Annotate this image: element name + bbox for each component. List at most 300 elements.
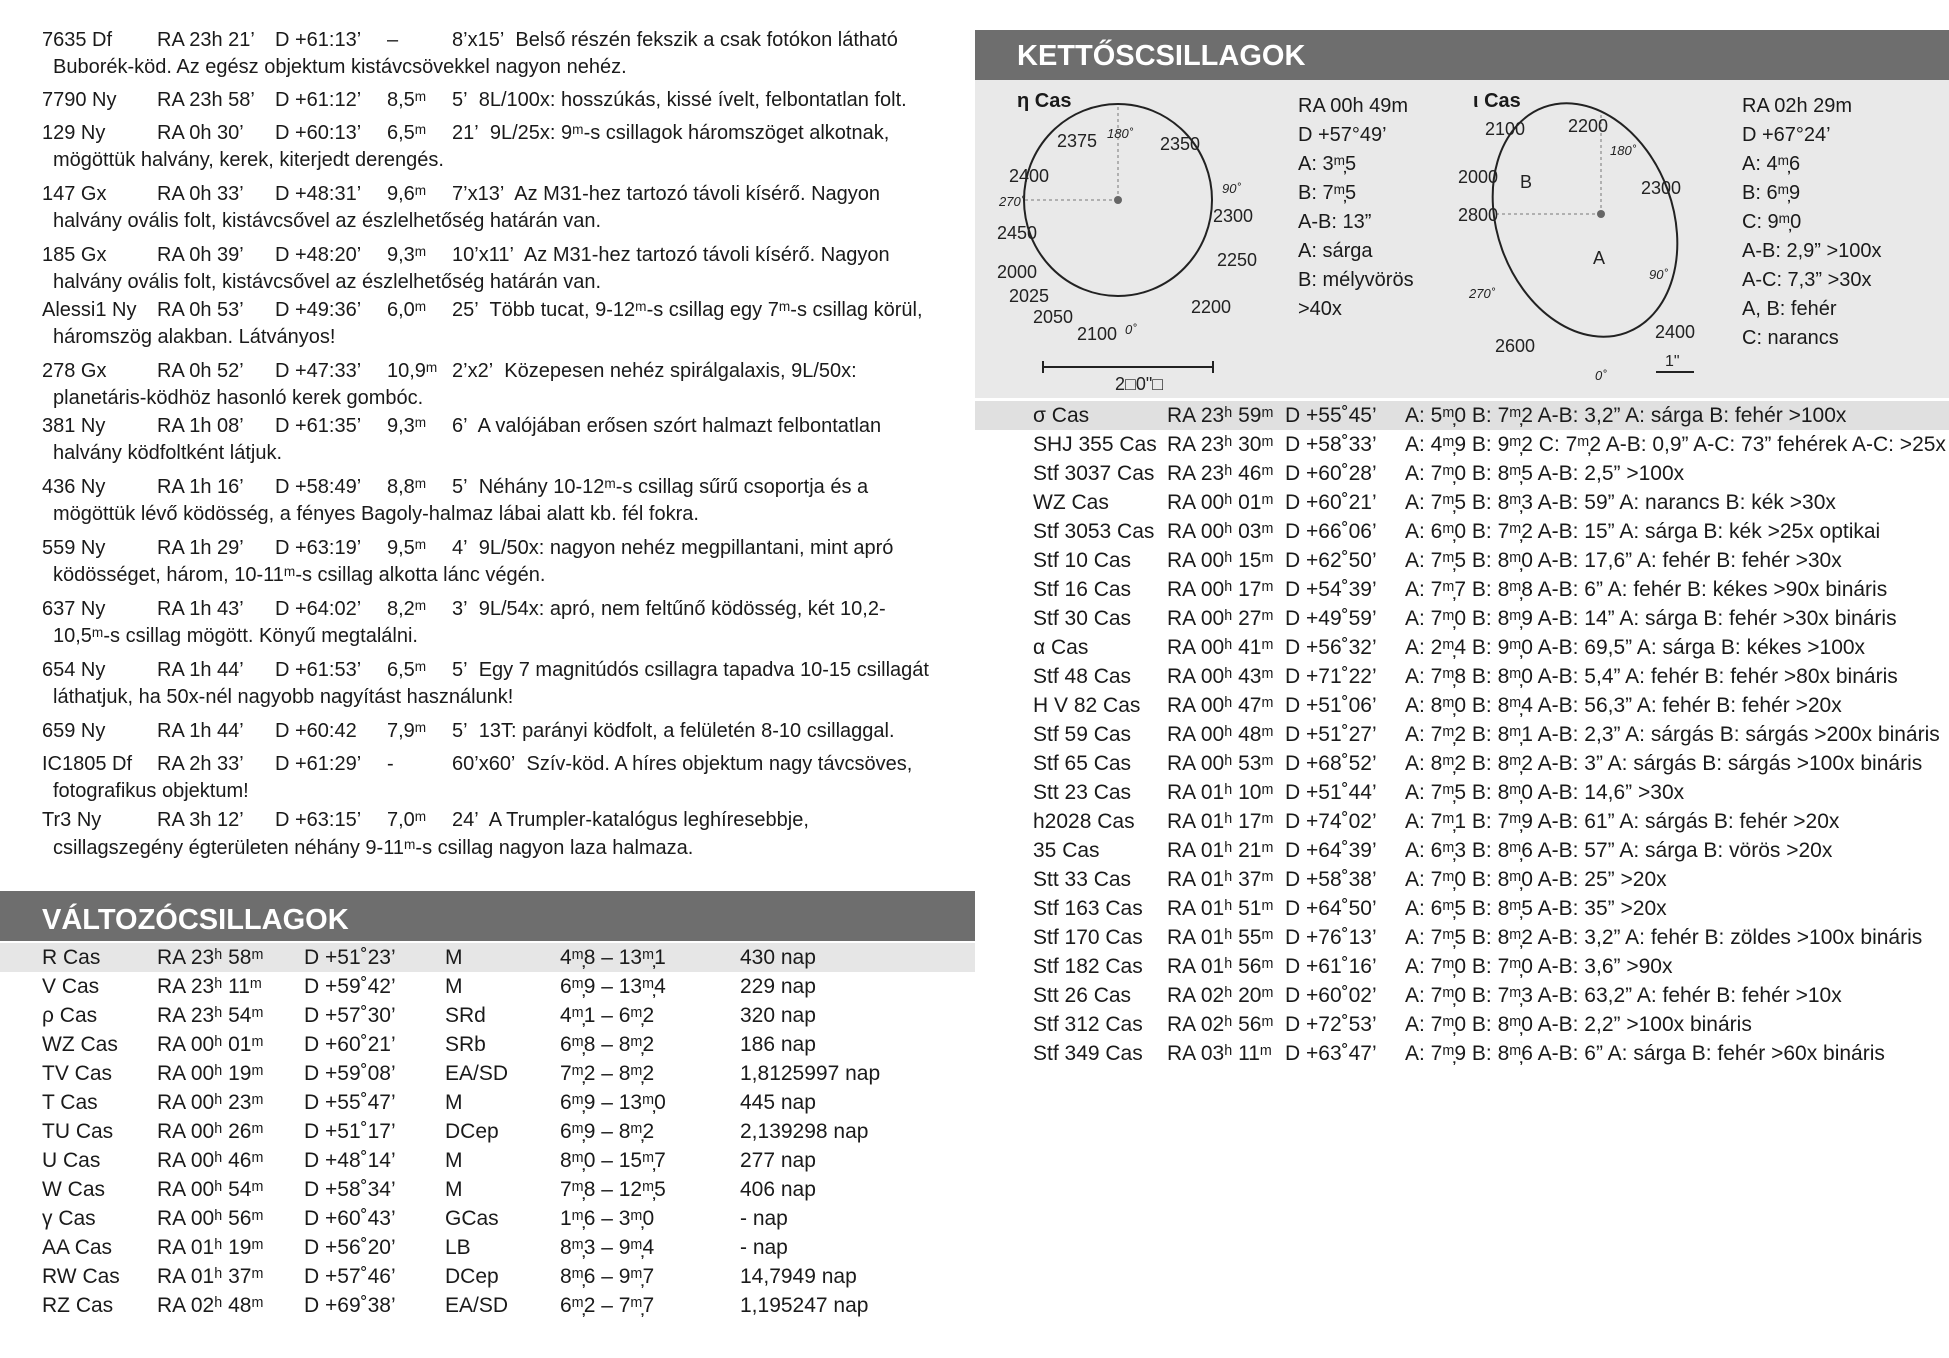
object-dec: D +48:31’ (275, 183, 362, 205)
variable-row (0, 1262, 975, 1291)
dbl-desc: A: 7ᵐ̦9 B: 8ᵐ̦6 A-B: 6” A: sárga B: fehér >60x bináris (1405, 1042, 1885, 1065)
object-line (42, 596, 972, 622)
object-id: 278 Gx (42, 360, 107, 382)
orbit-label: 2250 (1217, 250, 1258, 270)
var-name: TV Cas (42, 1062, 113, 1085)
object-line (42, 181, 972, 207)
object-id: 654 Ny (42, 659, 106, 681)
object-dec: D +60:42 (275, 720, 357, 742)
var-dec: D +58˚34’ (304, 1178, 396, 1201)
object-dec: D +63:19’ (275, 537, 362, 559)
object-dec: D +61:53’ (275, 659, 362, 681)
object-size-value: 7’x13’ (452, 183, 505, 205)
orbit-label: 2300 (1641, 178, 1682, 198)
orbit-label: 270˚ (1469, 286, 1496, 301)
dbl-desc: A: 5ᵐ̦0 B: 7ᵐ̦2 A-B: 3,2” A: sárga B: fehér >100x (1405, 404, 1847, 427)
orbit-label: 2450 (997, 223, 1038, 243)
orbit-label: B (1520, 172, 1533, 192)
dbl-desc: A: 6ᵐ̦0 B: 7ᵐ̦2 A-B: 15” A: sárga B: kék >25x optikai (1405, 520, 1881, 543)
dbl-ra: RA 00ʰ 41ᵐ (1167, 636, 1274, 659)
var-ra: RA 23ʰ 54ᵐ (157, 1004, 264, 1027)
dbl-name: h2028 Cas (1033, 810, 1135, 833)
var-name: T Cas (42, 1091, 98, 1114)
variable-row (0, 1175, 975, 1204)
object-size-value: 5’ (452, 89, 468, 111)
object-ra: RA 0h 52’ (157, 360, 244, 382)
var-period: 2,139298 nap (740, 1120, 869, 1143)
object-desc-cont: halvány ködfoltként látjuk. (53, 442, 283, 464)
object-size-value: 5’ (452, 720, 468, 742)
dbl-ra: RA 23ʰ 30ᵐ (1167, 433, 1274, 456)
variable-row (0, 1233, 975, 1262)
object-line (42, 27, 972, 53)
dbl-ra: RA 00ʰ 53ᵐ (1167, 752, 1274, 775)
var-period: 1,8125997 nap (740, 1062, 881, 1085)
object-dec: D +49:36’ (275, 299, 362, 321)
var-period: 430 nap (740, 946, 816, 969)
object-size (452, 751, 912, 777)
var-name: RW Cas (42, 1265, 120, 1288)
dbl-ra: RA 00ʰ 27ᵐ (1167, 607, 1274, 630)
object-dec: D +47:33’ (275, 360, 362, 382)
object-size-value: 60’x60’ (452, 753, 516, 775)
orbit-label: 2200 (1568, 116, 1609, 136)
object-desc-cont: fotografikus objektum! (53, 780, 249, 802)
var-dec: D +51˚17’ (304, 1120, 396, 1143)
dbl-name: SHJ 355 Cas (1033, 433, 1157, 456)
object-mag: 6,0ᵐ (387, 299, 427, 321)
object-desc: A Trumpler-katalógus leghíresebbje, (488, 809, 809, 831)
orbit-label: 270˚ (999, 194, 1026, 209)
dbl-name: σ Cas (1033, 404, 1090, 427)
dbl-dec: D +56˚32’ (1285, 636, 1377, 659)
object-ra: RA 3h 12’ (157, 809, 244, 831)
var-dec: D +57˚46’ (304, 1265, 396, 1288)
object-line (42, 807, 972, 833)
var-dec: D +57˚30’ (304, 1004, 396, 1027)
double-row (975, 836, 1949, 865)
var-ra: RA 02ʰ 48ᵐ (157, 1294, 264, 1317)
var-type: M (445, 975, 463, 998)
double-row (975, 430, 1949, 459)
orbit-label: 2000 (1458, 167, 1499, 187)
info-line: A: 3ᵐ̦5 (1298, 153, 1357, 175)
object-id: 381 Ny (42, 415, 106, 437)
orbit-label: 0˚ (1595, 368, 1607, 383)
dbl-desc: A: 7ᵐ̦1 B: 7ᵐ̦9 A-B: 61” A: sárgás B: fehér >20x (1405, 810, 1840, 833)
object-mag: 7,0ᵐ (387, 809, 427, 831)
double-row (975, 575, 1949, 604)
dbl-desc: A: 7ᵐ̦8 B: 8ᵐ̦0 A-B: 5,4” A: fehér B: fehér >80x bináris (1405, 665, 1898, 688)
var-name: WZ Cas (42, 1033, 118, 1056)
object-size (452, 474, 868, 500)
double-row (975, 778, 1949, 807)
variable-row (0, 972, 975, 1001)
object-mag: 8,8ᵐ (387, 476, 427, 498)
eta-cas-scale-label: 2□0"□ (1115, 374, 1164, 390)
double-row (975, 952, 1949, 981)
object-dec: D +61:12’ (275, 89, 362, 111)
object-line (42, 413, 972, 439)
var-type: EA/SD (445, 1294, 509, 1317)
object-desc-cont: ködösséget, három, 10-11ᵐ-s csillag alkotta lánc végén. (53, 564, 546, 586)
var-type: LB (445, 1236, 471, 1259)
var-dec: D +69˚38’ (304, 1294, 396, 1317)
object-desc: 8L/100x: hosszúkás, kissé ívelt, felbontatlan folt. (478, 89, 907, 111)
object-id: 7635 Df (42, 29, 113, 51)
object-dec: D +64:02’ (275, 598, 362, 620)
iota-cas-primary-star (1597, 210, 1605, 218)
var-period: - nap (740, 1207, 788, 1230)
dbl-desc: A: 7ᵐ̦5 B: 8ᵐ̦3 A-B: 59” A: narancs B: kék >30x (1405, 491, 1836, 514)
orbit-label: 2100 (1485, 119, 1526, 139)
object-dec: D +48:20’ (275, 244, 362, 266)
object-desc: Több tucat, 9-12ᵐ-s csillag egy 7ᵐ-s csillag körül, (489, 299, 923, 321)
info-line: A-B: 2,9” >100x (1742, 240, 1882, 262)
dbl-ra: RA 00ʰ 48ᵐ (1167, 723, 1274, 746)
var-mag: 7ᵐ̦8 – 12ᵐ̦5 (560, 1178, 666, 1201)
var-ra: RA 23ʰ 11ᵐ (157, 975, 262, 998)
variable-row (0, 1291, 975, 1320)
dbl-name: Stf 3053 Cas (1033, 520, 1155, 543)
dbl-name: Stf 59 Cas (1033, 723, 1132, 746)
object-id: 559 Ny (42, 537, 106, 559)
info-line: A: 4ᵐ̦6 (1742, 153, 1801, 175)
object-size-value: 3’ (452, 598, 468, 620)
object-size-value: 10’x11’ (452, 244, 514, 266)
var-type: M (445, 946, 463, 969)
object-size-value: 4’ (452, 537, 468, 559)
dbl-desc: A: 7ᵐ̦5 B: 8ᵐ̦2 A-B: 3,2” A: fehér B: zöldes >100x bináris (1405, 926, 1923, 949)
dbl-name: Stf 312 Cas (1033, 1013, 1143, 1036)
var-dec: D +59˚08’ (304, 1062, 396, 1085)
dbl-name: Stf 65 Cas (1033, 752, 1132, 775)
object-size-value: 6’ (452, 415, 468, 437)
iota-cas-title: ι Cas (1473, 90, 1521, 112)
object-size (452, 181, 880, 207)
orbit-label: 2400 (1009, 166, 1050, 186)
dbl-ra: RA 01ʰ 17ᵐ (1167, 810, 1274, 833)
object-ra: RA 0h 39’ (157, 244, 244, 266)
dbl-dec: D +63˚47’ (1285, 1042, 1377, 1065)
orbit-label: 2050 (1033, 307, 1074, 327)
dbl-dec: D +64˚50’ (1285, 897, 1377, 920)
double-row (975, 865, 1949, 894)
var-mag: 8ᵐ̦3 – 9ᵐ̦4 (560, 1236, 655, 1259)
dbl-name: 35 Cas (1033, 839, 1100, 862)
var-type: M (445, 1091, 463, 1114)
object-size (452, 718, 895, 744)
object-size (452, 807, 809, 833)
info-line: A-C: 7,3” >30x (1742, 269, 1872, 291)
variable-row (0, 1059, 975, 1088)
var-dec: D +55˚47’ (304, 1091, 396, 1114)
object-ra: RA 1h 29’ (157, 537, 244, 559)
object-id: 659 Ny (42, 720, 106, 742)
var-dec: D +60˚21’ (304, 1033, 396, 1056)
object-line (42, 718, 972, 744)
var-period: 406 nap (740, 1178, 816, 1201)
object-line (42, 120, 972, 146)
dbl-ra: RA 00ʰ 17ᵐ (1167, 578, 1274, 601)
object-line (42, 242, 972, 268)
dbl-dec: D +60˚21’ (1285, 491, 1377, 514)
double-row (975, 633, 1949, 662)
var-period: - nap (740, 1236, 788, 1259)
object-desc: Az M31-hez tartozó távoli kísérő. Nagyon (514, 183, 881, 205)
eta-cas-orbit-diagram (995, 90, 1295, 390)
object-ra: RA 1h 16’ (157, 476, 244, 498)
orbit-label: 2100 (1077, 324, 1118, 344)
var-name: ρ Cas (42, 1004, 98, 1027)
object-ra: RA 1h 44’ (157, 659, 244, 681)
var-mag: 6ᵐ̦8 – 8ᵐ̦2 (560, 1033, 655, 1056)
dbl-dec: D +51˚44’ (1285, 781, 1377, 804)
dbl-dec: D +61˚16’ (1285, 955, 1377, 978)
object-id: 7790 Ny (42, 89, 117, 111)
double-row (975, 604, 1949, 633)
dbl-desc: A: 6ᵐ̦5 B: 8ᵐ̦5 A-B: 35” >20x (1405, 897, 1667, 920)
info-line: B: 7ᵐ̦5 (1298, 182, 1357, 204)
dbl-desc: A: 7ᵐ̦0 B: 8ᵐ̦5 A-B: 2,5” >100x (1405, 462, 1685, 485)
variable-row (0, 1204, 975, 1233)
object-dec: D +61:13’ (275, 29, 362, 51)
object-desc: 9L/54x: apró, nem feltűnő ködösség, két 10,2- (478, 598, 886, 620)
var-mag: 8ᵐ̦0 – 15ᵐ̦7 (560, 1149, 666, 1172)
var-name: AA Cas (42, 1236, 113, 1259)
var-type: SRd (445, 1004, 486, 1027)
dbl-desc: A: 7ᵐ̦2 B: 8ᵐ̦1 A-B: 2,3” A: sárgás B: sárgás >200x bináris (1405, 723, 1940, 746)
object-desc-cont: halvány ovális folt, kistávcsővel az észlelhetőség határán van. (53, 210, 602, 232)
object-mag: 6,5ᵐ (387, 122, 427, 144)
double-row (975, 488, 1949, 517)
dbl-desc: A: 7ᵐ̦0 B: 8ᵐ̦9 A-B: 14” A: sárga B: fehér >30x bináris (1405, 607, 1897, 630)
object-dec: D +61:35’ (275, 415, 362, 437)
info-line: D +57°49’ (1298, 124, 1387, 146)
dbl-name: Stf 3037 Cas (1033, 462, 1155, 485)
var-ra: RA 00ʰ 56ᵐ (157, 1207, 264, 1230)
dbl-ra: RA 00ʰ 03ᵐ (1167, 520, 1274, 543)
dbl-name: α Cas (1033, 636, 1089, 659)
object-dec: D +60:13’ (275, 122, 362, 144)
dbl-dec: D +51˚27’ (1285, 723, 1377, 746)
dbl-desc: A: 7ᵐ̦0 B: 7ᵐ̦3 A-B: 63,2” A: fehér B: fehér >10x (1405, 984, 1842, 1007)
object-size (452, 535, 893, 561)
dbl-name: Stf 349 Cas (1033, 1042, 1143, 1065)
dbl-ra: RA 01ʰ 56ᵐ (1167, 955, 1274, 978)
var-dec: D +51˚23’ (304, 946, 396, 969)
var-type: SRb (445, 1033, 486, 1056)
dbl-ra: RA 00ʰ 01ᵐ (1167, 491, 1274, 514)
orbit-label: 2200 (1191, 297, 1232, 317)
dbl-dec: D +62˚50’ (1285, 549, 1377, 572)
info-line: C: 9ᵐ̦0 (1742, 211, 1802, 233)
var-period: 445 nap (740, 1091, 816, 1114)
object-id: 147 Gx (42, 183, 107, 205)
dbl-name: Stf 10 Cas (1033, 549, 1132, 572)
object-desc-cont: Buborék-köd. Az egész objektum kistávcsövekkel nagyon nehéz. (53, 56, 627, 78)
dbl-name: Stt 23 Cas (1033, 781, 1132, 804)
object-ra: RA 23h 21’ (157, 29, 255, 51)
object-mag: 9,5ᵐ (387, 537, 427, 559)
object-size-value: 24’ (452, 809, 479, 831)
dbl-dec: D +60˚28’ (1285, 462, 1377, 485)
object-desc-cont: planetáris-ködhöz hasonló kerek gombóc. (53, 387, 424, 409)
var-dec: D +56˚20’ (304, 1236, 396, 1259)
object-size-value: 5’ (452, 659, 468, 681)
object-desc: Szív-köd. A híres objektum nagy távcsöves, (526, 753, 913, 775)
dbl-ra: RA 00ʰ 43ᵐ (1167, 665, 1274, 688)
var-mag: 1ᵐ̦6 – 3ᵐ̦0 (560, 1207, 655, 1230)
object-desc-cont: mögöttük halvány, kerek, kiterjedt derengés. (53, 149, 444, 171)
var-ra: RA 00ʰ 23ᵐ (157, 1091, 264, 1114)
object-line (42, 87, 972, 113)
dbl-dec: D +72˚53’ (1285, 1013, 1377, 1036)
var-ra: RA 00ʰ 19ᵐ (157, 1062, 264, 1085)
var-mag: 7ᵐ̦2 – 8ᵐ̦2 (560, 1062, 655, 1085)
var-ra: RA 01ʰ 19ᵐ (157, 1236, 264, 1259)
variable-row (0, 1117, 975, 1146)
object-line (42, 751, 972, 777)
object-size-value: 5’ (452, 476, 468, 498)
double-row (975, 459, 1949, 488)
var-name: R Cas (42, 946, 101, 969)
dbl-dec: D +58˚38’ (1285, 868, 1377, 891)
orbit-label: A (1593, 248, 1606, 268)
var-name: W Cas (42, 1178, 105, 1201)
object-ra: RA 0h 30’ (157, 122, 244, 144)
orbit-label: 180˚ (1107, 126, 1134, 141)
double-row (975, 401, 1949, 430)
eta-cas-primary-star (1114, 196, 1122, 204)
orbit-label: 0˚ (1125, 322, 1137, 337)
dbl-dec: D +68˚52’ (1285, 752, 1377, 775)
dbl-ra: RA 23ʰ 59ᵐ (1167, 404, 1274, 427)
object-line (42, 358, 972, 384)
object-size (452, 413, 881, 439)
orbit-label: 2800 (1458, 205, 1499, 225)
var-name: γ Cas (42, 1207, 96, 1230)
info-line: A-B: 13” (1298, 211, 1372, 233)
dbl-ra: RA 02ʰ 56ᵐ (1167, 1013, 1274, 1036)
var-type: EA/SD (445, 1062, 509, 1085)
object-desc: 9L/25x: 9ᵐ-s csillagok háromszöget alkotnak, (489, 122, 890, 144)
object-dec: D +58:49’ (275, 476, 362, 498)
dbl-dec: D +64˚39’ (1285, 839, 1377, 862)
iota-cas-orbit-diagram (1455, 90, 1705, 390)
dbl-dec: D +55˚45’ (1285, 404, 1377, 427)
dbl-ra: RA 00ʰ 47ᵐ (1167, 694, 1274, 717)
object-desc-cont: háromszög alakban. Látványos! (53, 326, 336, 348)
dbl-dec: D +74˚02’ (1285, 810, 1377, 833)
dbl-ra: RA 03ʰ 11ᵐ (1167, 1042, 1272, 1065)
orbit-label: 90˚ (1222, 181, 1241, 196)
object-line (42, 535, 972, 561)
dbl-dec: D +60˚02’ (1285, 984, 1377, 1007)
object-desc-cont: mögöttük lévő ködösség, a fényes Bagoly-halmaz lábai alatt kb. fél fokra. (53, 503, 699, 525)
dbl-desc: A: 7ᵐ̦7 B: 8ᵐ̦8 A-B: 6” A: fehér B: kékes >90x bináris (1405, 578, 1888, 601)
orbit-label: 2350 (1160, 134, 1201, 154)
variable-row (0, 1088, 975, 1117)
object-ra: RA 1h 43’ (157, 598, 244, 620)
var-period: 1,195247 nap (740, 1294, 869, 1317)
object-desc: Egy 7 magnitúdós csillagra tapadva 10-15 csillagát (478, 659, 929, 681)
dbl-desc: A: 7ᵐ̦5 B: 8ᵐ̦0 A-B: 17,6” A: fehér B: fehér >30x (1405, 549, 1842, 572)
dbl-desc: A: 2ᵐ̦4 B: 9ᵐ̦0 A-B: 69,5” A: sárga B: kékes >100x (1405, 636, 1866, 659)
iota-cas-scale-label: 1" (1665, 353, 1680, 370)
info-line: A: sárga (1298, 240, 1373, 262)
var-period: 229 nap (740, 975, 816, 998)
object-size (452, 657, 929, 683)
double-row (975, 1010, 1949, 1039)
object-line (42, 474, 972, 500)
double-row (975, 894, 1949, 923)
double-row (975, 662, 1949, 691)
object-desc-cont: 10,5ᵐ-s csillag mögött. Könyű megtalálni. (53, 625, 418, 647)
var-mag: 6ᵐ̦9 – 13ᵐ̦4 (560, 975, 666, 998)
dbl-name: Stt 26 Cas (1033, 984, 1132, 1007)
var-type: M (445, 1178, 463, 1201)
dbl-name: Stf 170 Cas (1033, 926, 1143, 949)
object-size-value: 21’ (452, 122, 479, 144)
info-line: B: 6ᵐ̦9 (1742, 182, 1801, 204)
double-row (975, 807, 1949, 836)
orbit-label: 2025 (1009, 286, 1050, 306)
object-ra: RA 2h 33’ (157, 753, 244, 775)
object-id: 129 Ny (42, 122, 106, 144)
object-desc: Az M31-hez tartozó távoli kísérő. Nagyon (523, 244, 890, 266)
double-row (975, 720, 1949, 749)
var-ra: RA 01ʰ 37ᵐ (157, 1265, 264, 1288)
object-size (452, 27, 898, 53)
object-id: 185 Gx (42, 244, 107, 266)
dbl-ra: RA 23ʰ 46ᵐ (1167, 462, 1274, 485)
dbl-desc: A: 7ᵐ̦5 B: 8ᵐ̦0 A-B: 14,6” >30x (1405, 781, 1685, 804)
object-mag: - (387, 753, 394, 775)
var-mag: 8ᵐ̦6 – 9ᵐ̦7 (560, 1265, 655, 1288)
var-mag: 4ᵐ̦1 – 6ᵐ̦2 (560, 1004, 655, 1027)
var-name: RZ Cas (42, 1294, 114, 1317)
dbl-desc: A: 6ᵐ̦3 B: 8ᵐ̦6 A-B: 57” A: sárga B: vörös >20x (1405, 839, 1833, 862)
var-period: 186 nap (740, 1033, 816, 1056)
object-desc: 9L/50x: nagyon nehéz megpillantani, mint apró (478, 537, 894, 559)
orbit-label: 180˚ (1610, 143, 1637, 158)
dbl-name: Stf 16 Cas (1033, 578, 1132, 601)
object-desc: A valójában erősen szórt halmazt felbontatlan (477, 415, 882, 437)
orbit-label: 90˚ (1649, 267, 1668, 282)
dbl-ra: RA 01ʰ 37ᵐ (1167, 868, 1274, 891)
var-type: DCep (445, 1120, 499, 1143)
var-period: 277 nap (740, 1149, 816, 1172)
var-type: DCep (445, 1265, 499, 1288)
eta-cas-info (1298, 92, 1414, 324)
orbit-label: 2300 (1213, 206, 1254, 226)
object-mag: 9,3ᵐ (387, 244, 427, 266)
variable-row (0, 1001, 975, 1030)
var-ra: RA 23ʰ 58ᵐ (157, 946, 264, 969)
info-line: C: narancs (1742, 327, 1839, 349)
object-size (452, 358, 857, 384)
info-line: D +67°24’ (1742, 124, 1831, 146)
object-desc: Néhány 10-12ᵐ-s csillag sűrű csoportja és a (478, 476, 869, 498)
var-ra: RA 00ʰ 54ᵐ (157, 1178, 264, 1201)
dbl-dec: D +71˚22’ (1285, 665, 1377, 688)
object-id: 637 Ny (42, 598, 106, 620)
var-dec: D +48˚14’ (304, 1149, 396, 1172)
object-ra: RA 1h 08’ (157, 415, 244, 437)
object-size-value: 2’x2’ (452, 360, 494, 382)
object-desc-cont: csillagszegény égterületen néhány 9-11ᵐ-s csillag nagyon laza halmaza. (53, 837, 694, 859)
